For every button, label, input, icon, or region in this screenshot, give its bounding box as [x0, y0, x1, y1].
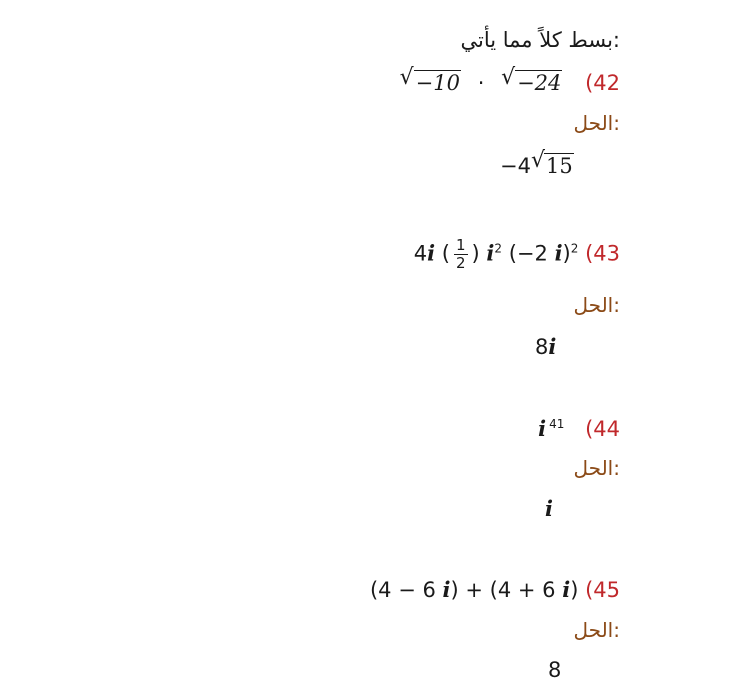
problem-number: (42 — [585, 71, 620, 95]
problem-number: (44 — [585, 417, 620, 441]
solution-label: الحل: — [573, 293, 620, 317]
problem-42 — [399, 65, 620, 95]
answer-44: i — [545, 496, 553, 521]
multiply-dot: · — [477, 71, 485, 95]
problem-45: (4 − 6 i) + (4 + 6 i) (45 — [369, 577, 620, 602]
answer-43: 8i — [535, 334, 557, 359]
answer-45: 8 — [548, 658, 562, 682]
solution-label: الحل: — [573, 618, 620, 642]
problem-44: i $^{41}$ (44 — [538, 416, 620, 441]
radical-2: √ −24 — [501, 65, 562, 95]
fraction-half: $\frac{1}{2}$ — [455, 236, 466, 272]
problem-number: (43 — [585, 241, 620, 266]
radical-1: √ −10 — [399, 65, 460, 95]
solution-label: الحل: — [573, 111, 620, 135]
exercise-heading: بسط كلاً مما يأتي: — [460, 28, 620, 52]
problem-number: (45 — [585, 578, 620, 602]
solution-label: الحل: — [573, 456, 620, 480]
problem-43: 4i ( $\frac{1}{2}$ ) $i^2$ (−2 i)$^2$ (43 — [413, 236, 620, 272]
answer-42: −4 √ 15 — [500, 148, 573, 178]
